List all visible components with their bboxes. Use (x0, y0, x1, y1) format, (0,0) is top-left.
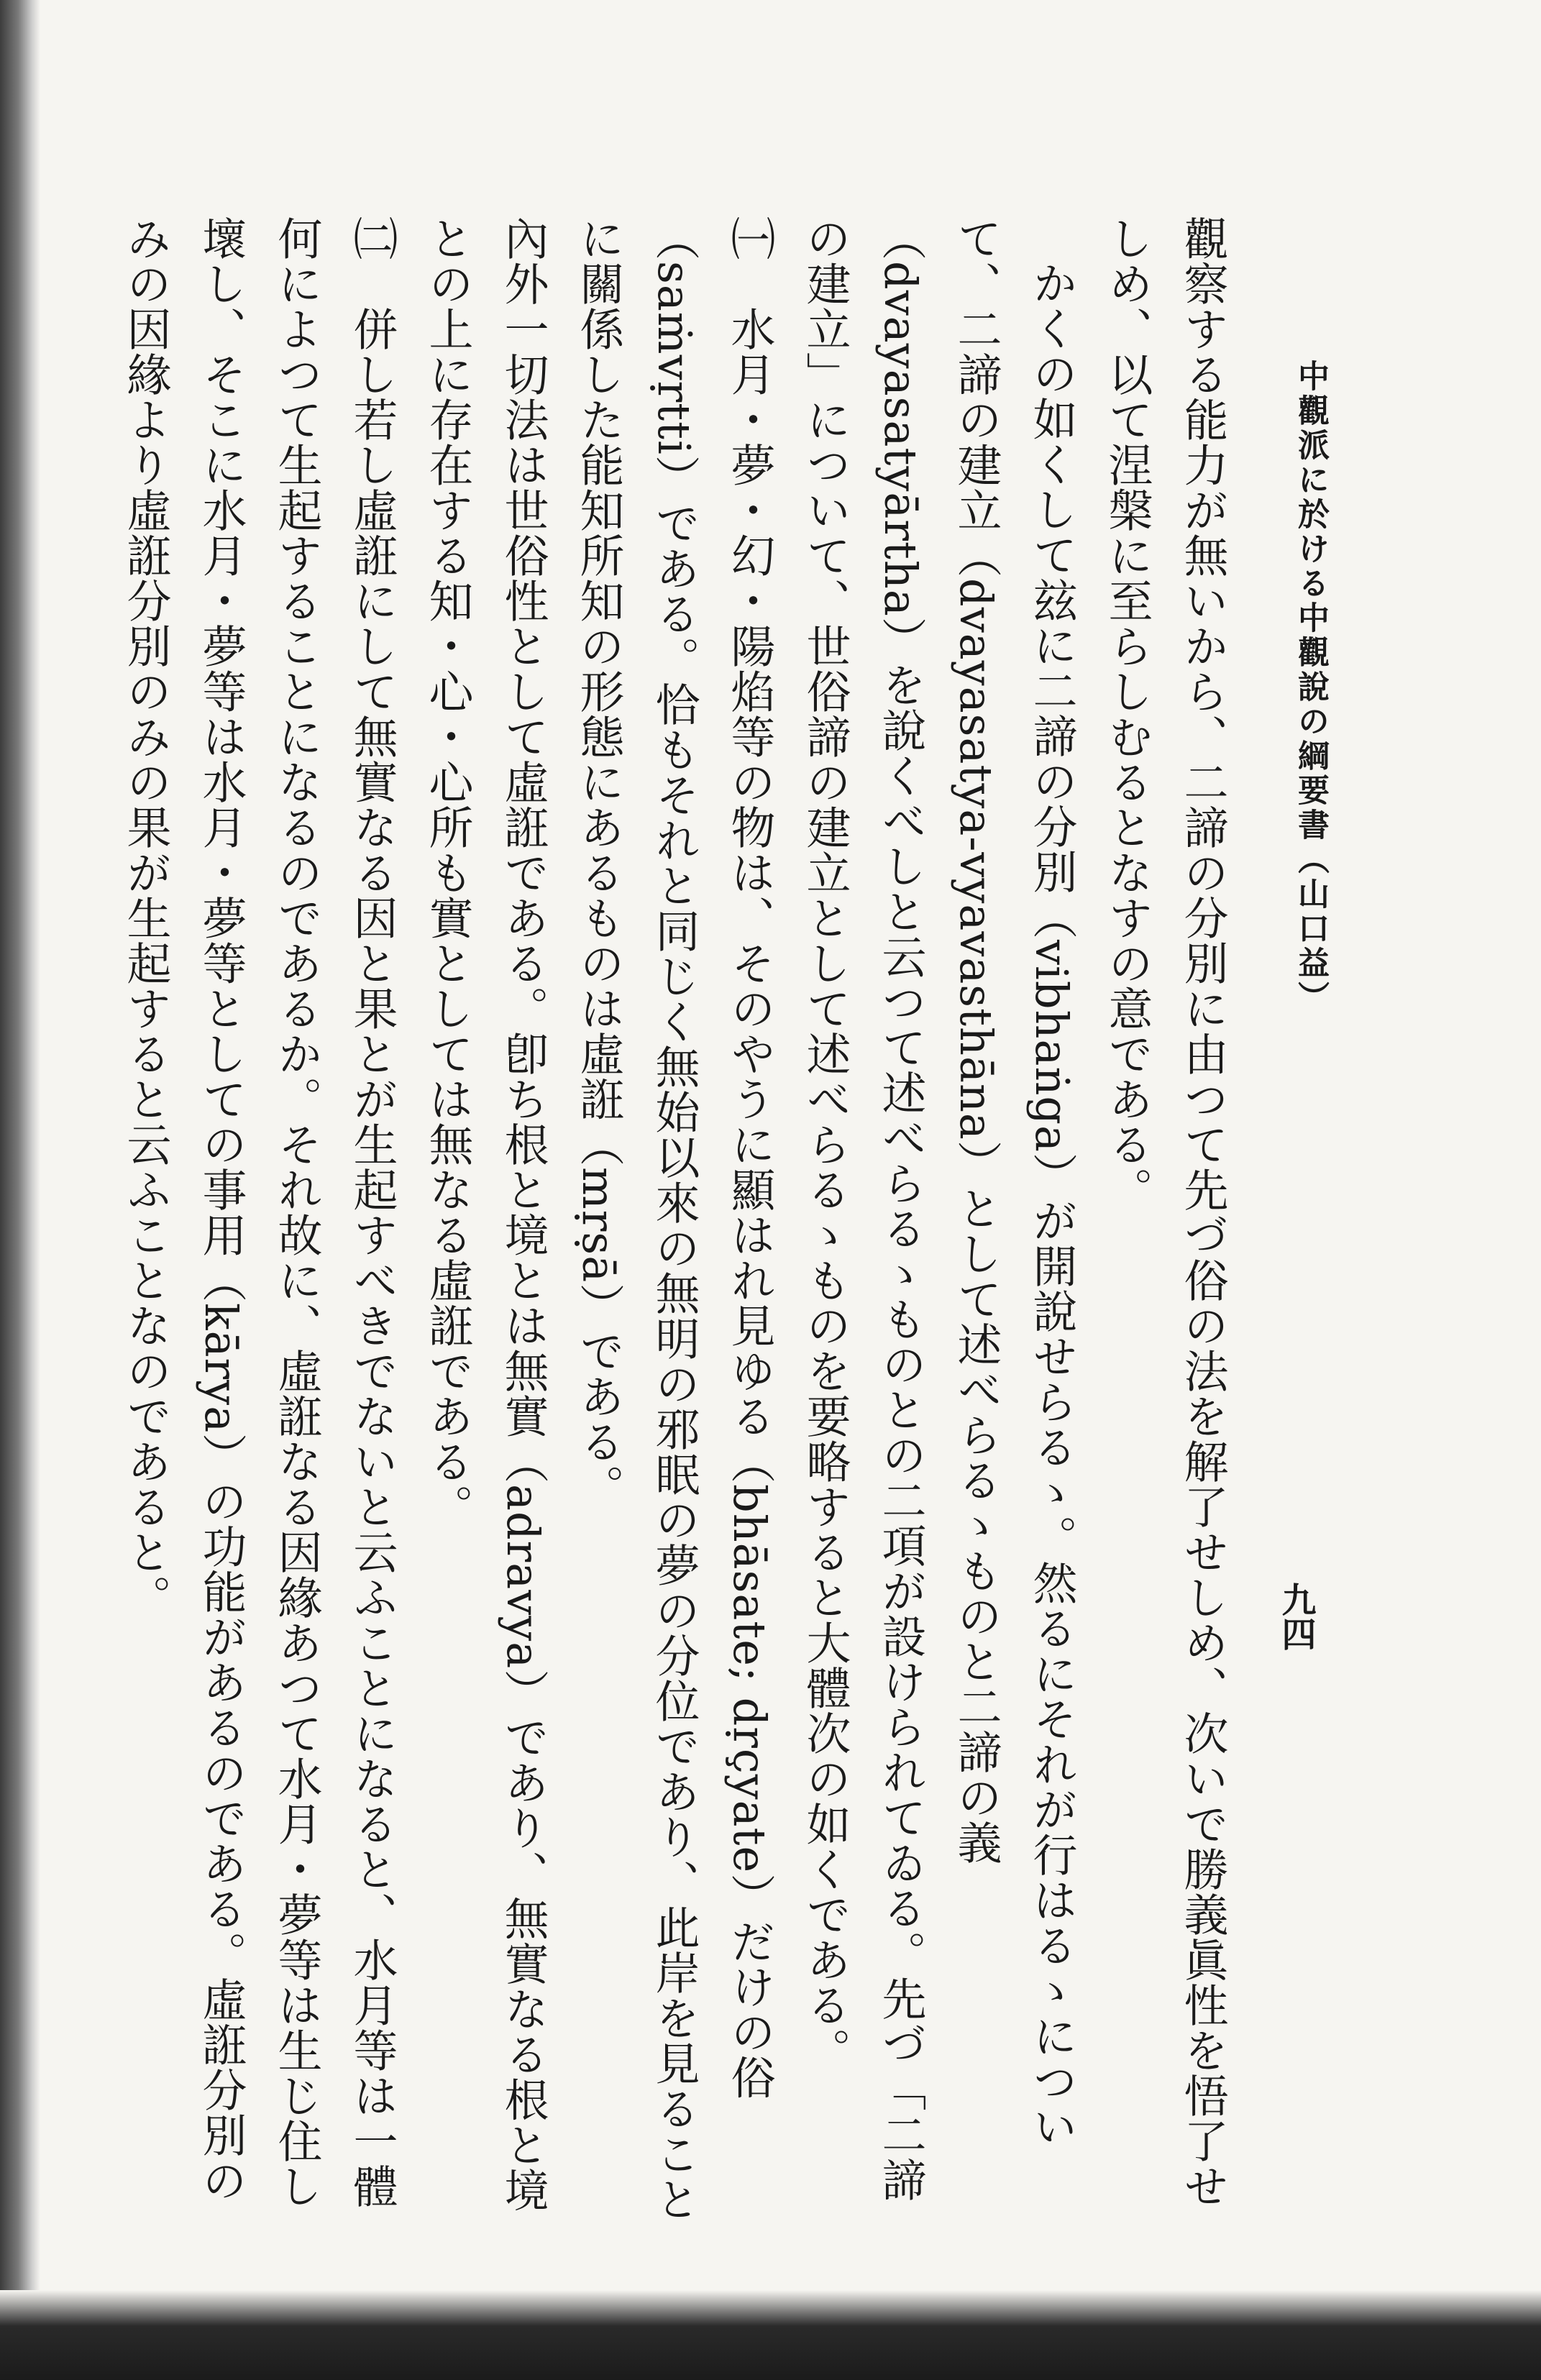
paragraph-1: 觀察する能力が無いから、二諦の分別に由つて先づ俗の法を解了せしめ、次いで勝義眞性を悟了せしめ、以て涅槃に至らしむるとなすの意である。 (1101, 216, 1229, 2209)
page-number: 九四 (1276, 1582, 1316, 1651)
scan-shadow-left (0, 0, 40, 2380)
running-header-title: 中觀派に於ける中觀說の綱要書（山口益） (1292, 360, 1329, 1015)
scan-shadow-bottom (0, 2290, 1541, 2380)
paragraph-5: ㈡ 併し若し虛誑にして無實なる因と果とが生起すべきでないと云ふことになると、水月等は一體何によつて生起することになるのであるか。それ故に、虛誑なる因緣あつて水月・夢等は生じ住し壞し、そこに水月・夢等は水月・夢等としての事用（kārya）の功能があるのである。虛誑分別のみの因緣より虛誑分別のみの果が生起すると云ふことなのであると。 (119, 216, 398, 2209)
paragraph-4: 內外一切法は世俗性として虛誑である。卽ち根と境とは無實（adravya）であり、無實なる根と境との上に存在する知・心・心所も實としては無なる虛誑である。 (421, 216, 549, 2213)
body-text (119, 216, 1240, 2229)
paragraph-3: ㈠ 水月・夢・幻・陽焰等の物は、そのやうに顯はれ見ゆる（bhāsate; dṛçyate）だけの俗（saṁvṛtti）である。恰もそれと同じく無始以來の無明の邪眠の夢の分位であり、此岸を見ることに關係した能知所知の形態にあるものは虛誑（mṛṣā）である。 (572, 216, 776, 2222)
paragraph-2: かくの如くして玆に二諦の分別（vibhaṅga）が開說せらるゝ。然るにそれが行はるゝについて、二諦の建立（dvayasatya-vyavasthāna）として述べらるゝものと二諦の義（dvayasatyārtha）を說くべしと云つて述べらるゝものとの二項が設けられてゐる。先づ「二諦の建立」について、世俗諦の建立として述べらるゝものを要略すると大體次の如くである。 (799, 216, 1078, 2202)
